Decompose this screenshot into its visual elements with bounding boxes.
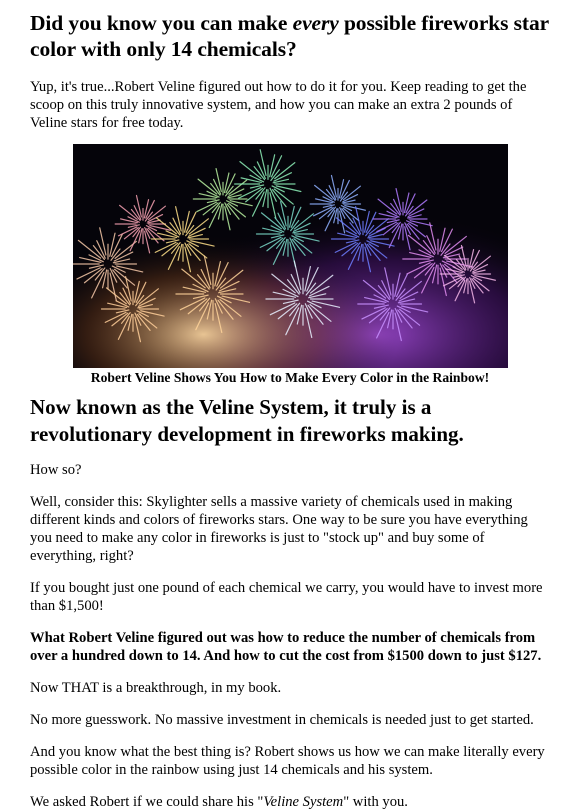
paragraph-best-thing: And you know what the best thing is? Robert shows us how we can make literally every possible color in the rainbow using just 14 chemicals and his system.	[30, 744, 545, 778]
headline-part1: Did you know you can make	[30, 11, 293, 35]
paragraph-key-point: What Robert Veline figured out was how to reduce the number of chemicals from over a hundred down to 14. And how to cut the cost from $1500 down to just $127.	[30, 630, 542, 664]
paragraph-how-so: How so?	[30, 462, 82, 478]
figure-caption: Robert Veline Shows You How to Make Every Color in the Rainbow!	[90, 370, 490, 385]
paragraph-consider: Well, consider this: Skylighter sells a massive variety of chemicals used in making different kinds and colors of fireworks stars. One way to be sure you have everything you need to make any color in fireworks is just to "stock up" and buy some of everything, right?	[30, 494, 528, 564]
paragraph-breakthrough: Now THAT is a breakthrough, in my book.	[30, 680, 282, 696]
paragraph-share	[30, 793, 550, 811]
share-text-1: We asked Robert if we could share his "	[30, 794, 264, 810]
headline	[30, 10, 550, 62]
share-text-2: " with you.	[343, 794, 408, 810]
paragraph-no-guesswork: No more guesswork. No massive investment in chemicals is needed just to get started.	[30, 712, 534, 728]
fireworks-rainbow-photo	[73, 144, 508, 368]
subheadline: Now known as the Veline System, it truly is a revolutionary development in fireworks making.	[30, 395, 464, 446]
intro-paragraph: Yup, it's true...Robert Veline figured out how to do it for you. Keep reading to get the scoop on this truly innovative system, and how you can make an extra 2 pounds of Veline stars for free today.	[30, 79, 527, 131]
figure	[30, 144, 550, 386]
share-text-emphasis: Veline System	[263, 794, 344, 810]
headline-part2: possible fireworks star color with only 14 chemicals?	[30, 11, 549, 61]
paragraph-investment: If you bought just one pound of each chemical we carry, you would have to invest more than $1,500!	[30, 580, 543, 614]
headline-emphasis: every	[292, 11, 339, 35]
